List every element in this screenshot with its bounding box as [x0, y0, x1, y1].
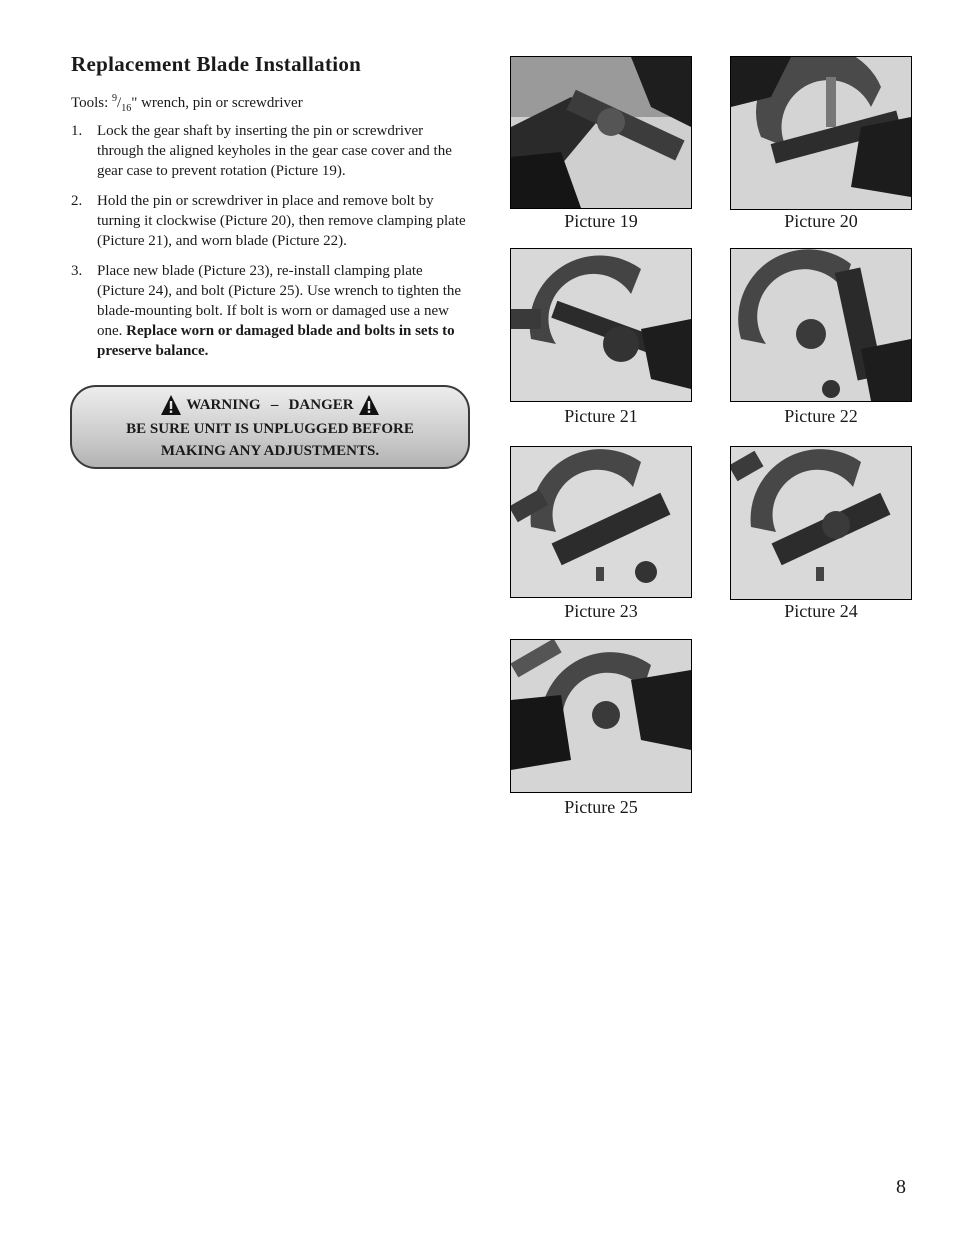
warning-triangle-icon [160, 394, 182, 416]
fraction-separator: / [117, 95, 122, 111]
picture-caption: Picture 23 [564, 601, 638, 621]
picture-caption: Picture 20 [784, 211, 858, 231]
photo-bolt-tighten-25 [510, 639, 692, 793]
danger-label: DANGER [288, 396, 354, 413]
warning-box [70, 385, 470, 469]
photo-blade-removal-19 [510, 56, 692, 209]
warning-label: WARNING [186, 396, 261, 413]
warning-separator: – [270, 396, 279, 413]
picture-caption: Picture 19 [564, 211, 638, 231]
photo-clamp-reinstall-24 [730, 446, 912, 600]
step-text: Lock the gear shaft by inserting the pin or screwdriver through the aligned keyholes in the gear case cover and the gear case to prevent rotation (Picture 19). [97, 123, 452, 179]
step-bold-note: Replace worn or damaged blade and bolts in sets to preserve balance. [97, 323, 455, 359]
step-item [71, 121, 473, 181]
step-item [71, 261, 473, 361]
section-heading: Replacement Blade Installation [71, 52, 362, 76]
step-number: 1. [71, 123, 83, 139]
warning-header [72, 392, 468, 418]
warning-line-2: MAKING ANY ADJUSTMENTS. [160, 443, 380, 459]
photo-blade-removal-20 [730, 56, 912, 210]
picture-caption: Picture 25 [564, 797, 638, 817]
warning-triangle-icon [358, 394, 380, 416]
fraction-denominator: 16 [121, 103, 132, 114]
photo-clamp-plate-21 [510, 248, 692, 402]
tools-prefix: Tools: [71, 95, 113, 111]
warning-line-1: BE SURE UNIT IS UNPLUGGED BEFORE [126, 421, 414, 437]
photo-new-blade-23 [510, 446, 692, 598]
fraction-numerator: 9 [112, 93, 118, 104]
page-number: 8 [896, 1176, 906, 1198]
picture-caption: Picture 24 [784, 601, 858, 621]
step-number: 2. [71, 193, 83, 209]
picture-caption: Picture 22 [784, 406, 858, 426]
step-number: 3. [71, 263, 83, 279]
step-text: Hold the pin or screwdriver in place and remove bolt by turning it clockwise (Picture 20), then remove clamping plate (Picture 21), and worn blade (Picture 22). [97, 193, 466, 249]
photo-worn-blade-22 [730, 248, 912, 402]
tools-line [71, 93, 303, 114]
step-text: Place new blade (Picture 23), re-install clamping plate (Picture 24), and bolt (Picture 25). Use wrench to tighten the blade-mounting bolt. If bolt is worn or damaged use a new one. Replace worn or damaged blade and bolts in sets to preserve balance. [97, 263, 462, 359]
step-item [71, 191, 473, 251]
tools-suffix: " wrench, pin or screwdriver [131, 95, 303, 111]
picture-caption: Picture 21 [564, 406, 638, 426]
instruction-steps [71, 121, 473, 371]
